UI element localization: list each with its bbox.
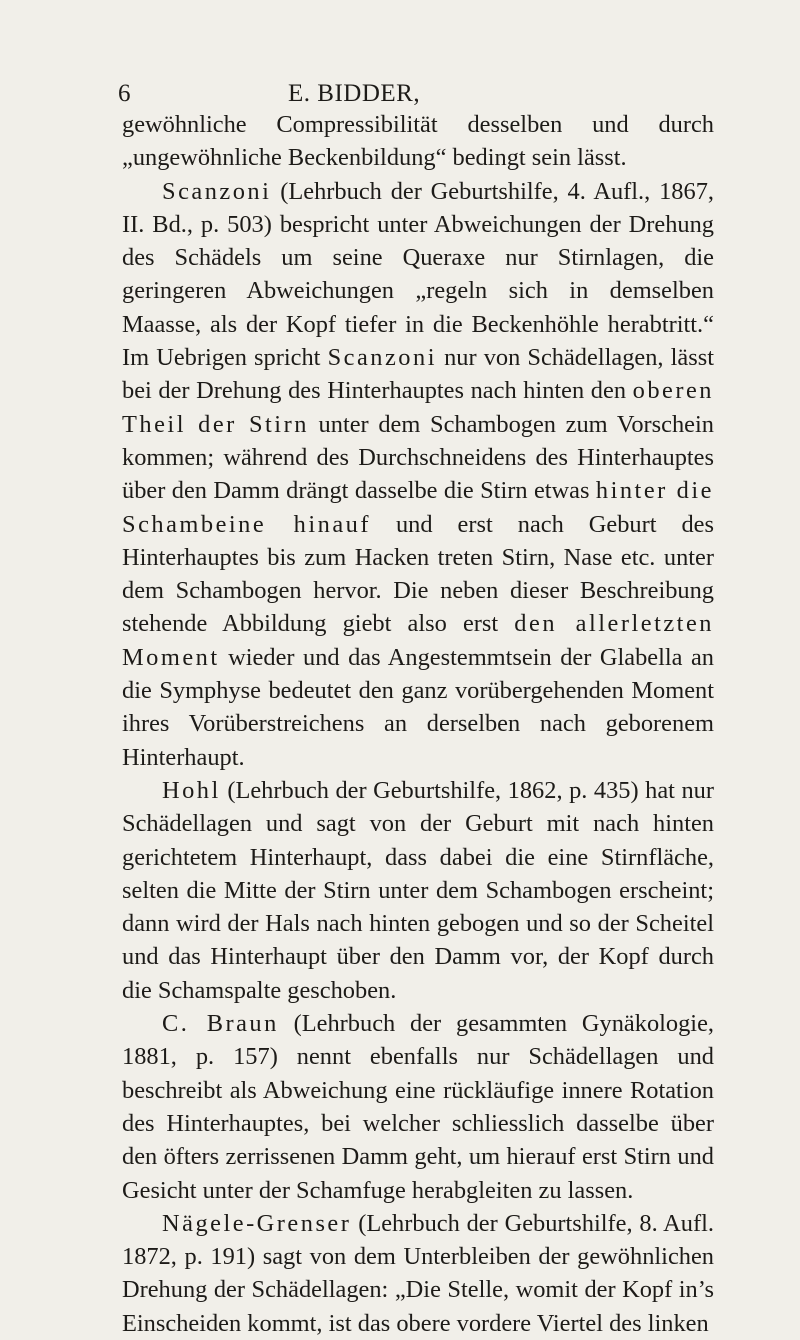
spaced-name: Scanzoni <box>327 344 437 372</box>
paragraph <box>122 175 714 774</box>
paragraph <box>122 1007 714 1207</box>
paragraph <box>122 1207 714 1340</box>
text-run: (Lehrbuch der Geburtshilfe, 1862, p. 435) hat nur Schädellagen und sagt von der Geburt mit nach hinten gerichtetem Hinterhaupt, dass dabei die eine Stirnfläche, selten die Mitte der Stirn unter dem Schambogen erscheint; dann wird der Hals nach hinten gebogen und so der Scheitel und das Hinterhaupt über den Damm vor, der Kopf durch die Schamspalte geschoben. <box>122 776 714 1004</box>
running-head <box>118 80 714 110</box>
spaced-name: oberen Theil der Stirn <box>122 377 714 438</box>
spaced-name: Scanzoni <box>162 177 272 205</box>
text-run: und erst nach Geburt des Hinterhauptes bis zum Hacken treten Stirn, Nase etc. unter dem Schambogen hervor. Die neben dieser Beschreibung stehende Abbildung giebt also erst <box>122 510 714 638</box>
text-run: wieder und das Angestemmtsein der Glabella an die Symphyse bedeutet den ganz vorübergehenden Moment ihres Vorüberstreichens an derselben nach geborenem Hinterhaupt. <box>122 643 714 771</box>
body-text <box>122 108 714 1340</box>
spaced-name: den allerletzten Moment <box>122 610 714 671</box>
text-run: unter dem Schambogen zum Vorschein kommen; während des Durchschneidens des Hinterhauptes über den Damm drängt dasselbe die Stirn etwas <box>122 410 714 505</box>
header-title: E. BIDDER, <box>288 80 421 107</box>
spaced-name: Nägele-Grenser <box>162 1209 352 1237</box>
text-run: gewöhnliche Compressibilität desselben und durch „ungewöhnliche Beckenbildung“ bedingt sein lässt. <box>122 111 714 172</box>
paragraph <box>122 108 714 175</box>
text-run: (Lehrbuch der gesammten Gynäkologie, 1881, p. 157) nennt ebenfalls nur Schädellagen und beschreibt als Abweichung eine rückläufige innere Rotation des Hinterhauptes, bei welcher schliesslich dasselbe über den öfters zerrissenen Damm geht, um hierauf erst Stirn und Gesicht unter der Schamfuge herabgleiten zu lassen. <box>122 1010 715 1204</box>
text-run: nur von Schädellagen, lässt bei der Drehung des Hinterhauptes nach hinten den <box>122 344 714 405</box>
text-run: (Lehrbuch der Geburtshilfe, 8. Aufl. 1872, p. 191) sagt von dem Unterbleiben der gewöhnlichen Drehung der Schädellagen: „Die Stelle, womit der Kopf in’s Einscheiden kommt, ist das obere vordere Viertel des linken <box>122 1209 714 1337</box>
page-number: 6 <box>118 80 131 107</box>
text-run: (Lehrbuch der Geburtshilfe, 4. Aufl., 1867, II. Bd., p. 503) bespricht unter Abweichungen der Drehung des Schädels um seine Queraxe nur Stirnlagen, die geringeren Abweichungen „regeln sich in demselben Maasse, als der Kopf tiefer in die Beckenhöhle herabtritt.“ Im Uebrigen spricht <box>122 177 714 372</box>
spaced-name: hinter die Schambeine hinauf <box>122 477 714 538</box>
spaced-name: C. Braun <box>162 1010 279 1038</box>
paragraph <box>122 774 714 1007</box>
spaced-name: Hohl <box>162 776 221 804</box>
